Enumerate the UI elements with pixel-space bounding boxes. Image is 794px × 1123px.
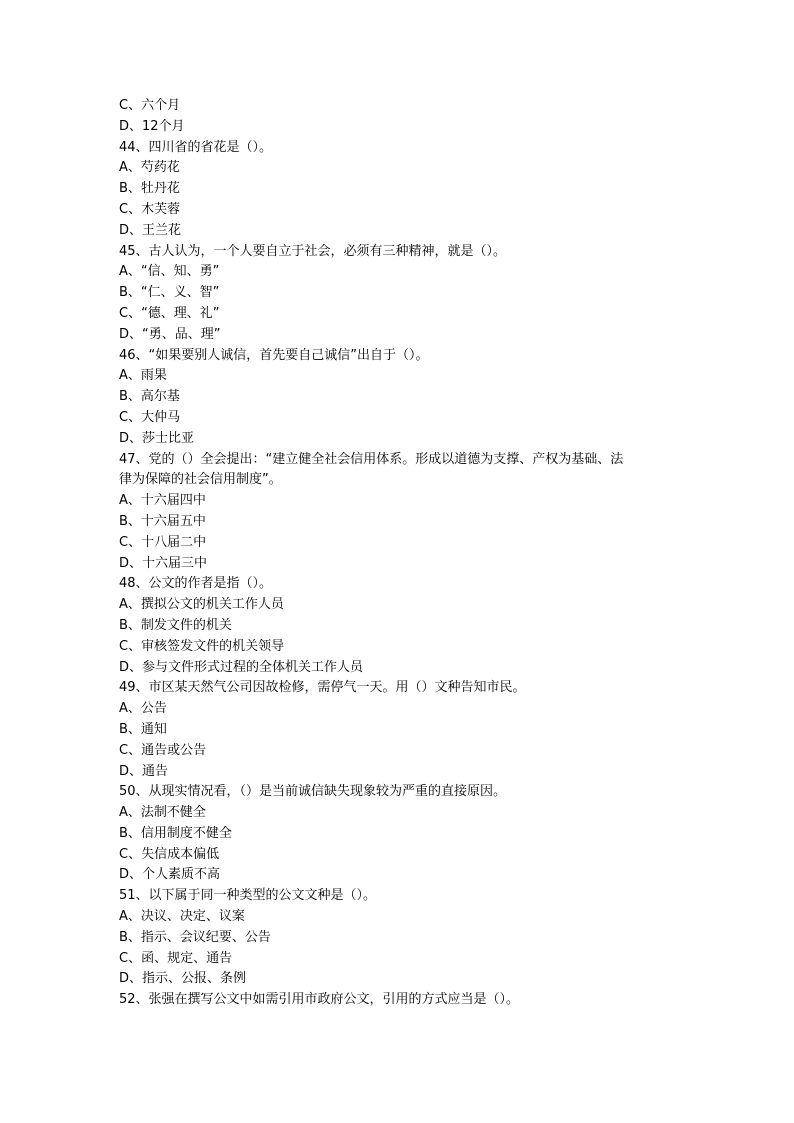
option-d-q51: D、指示、公报、条例 — [119, 971, 247, 987]
option-d-q50: D、个人素质不高 — [119, 867, 221, 883]
option-b-q50: B、信用制度不健全 — [119, 825, 232, 841]
option-a-q49: A、公告 — [119, 701, 167, 717]
option-c-q46: C、大仲马 — [119, 409, 181, 425]
question-46: 46、“如果要别人诚信，首先要自己诚信”出自于（）。 — [119, 347, 429, 363]
option-a-q50: A、法制不健全 — [119, 805, 206, 821]
option-d-q49: D、通告 — [119, 763, 169, 779]
question-51: 51、以下属于同一种类型的公文文种是（）。 — [119, 888, 377, 904]
option-b-q46: B、高尔基 — [119, 389, 180, 405]
option-d-q46: D、莎士比亚 — [119, 430, 195, 446]
option-b-q49: B、通知 — [119, 721, 167, 737]
option-a-q44: A、芍药花 — [119, 160, 180, 176]
question-44: 44、四川省的省花是（）。 — [119, 139, 273, 155]
option-b-q44: B、牡丹花 — [119, 181, 180, 197]
option-b-q45: B、“仁、义、智” — [119, 285, 220, 301]
option-a-q46: A、雨果 — [119, 368, 167, 384]
option-d-q47: D、十六届三中 — [119, 555, 208, 571]
question-49: 49、市区某天然气公司因故检修，需停气一天。用（）文种告知市民。 — [119, 680, 526, 696]
option-a-q47: A、十六届四中 — [119, 493, 206, 509]
option-a-q45: A、“信、知、勇” — [119, 264, 220, 280]
option-c-q43: C、六个月 — [119, 98, 181, 113]
question-48: 48、公文的作者是指（）。 — [119, 576, 273, 592]
question-47: 47、党的（）全会提出：“建立健全社会信用体系。形成以道德为支撑、产权为基础、法 — [119, 451, 624, 467]
option-c-q44: C、木芙蓉 — [119, 201, 181, 217]
option-c-q49: C、通告或公告 — [119, 742, 207, 758]
option-b-q47: B、十六届五中 — [119, 513, 206, 529]
option-d-q43: D、12个月 — [119, 118, 185, 134]
option-c-q50: C、失信成本偏低 — [119, 846, 220, 862]
option-c-q48: C、审核签发文件的机关领导 — [119, 638, 285, 654]
question-52: 52、张强在撰写公文中如需引用市政府公文，引用的方式应当是（）。 — [119, 992, 520, 1008]
option-d-q45: D、“勇、品、理” — [119, 326, 221, 342]
option-c-q51: C、函、规定、通告 — [119, 950, 233, 966]
option-a-q48: A、撰拟公文的机关工作人员 — [119, 597, 284, 613]
option-d-q44: D、王兰花 — [119, 222, 182, 238]
option-d-q48: D、参与文件形式过程的全体机关工作人员 — [119, 659, 364, 675]
question-47-continued: 律为保障的社会信用制度”。 — [119, 472, 282, 488]
option-c-q47: C、十八届二中 — [119, 534, 207, 550]
option-a-q51: A、决议、决定、议案 — [119, 909, 245, 925]
question-45: 45、古人认为，一个人要自立于社会，必须有三种精神，就是（）。 — [119, 243, 507, 259]
option-b-q51: B、指示、会议纪要、公告 — [119, 929, 271, 945]
question-50: 50、从现实情况看，（）是当前诚信缺失现象较为严重的直接原因。 — [119, 784, 507, 800]
option-b-q48: B、制发文件的机关 — [119, 617, 232, 633]
document-body — [119, 96, 679, 1011]
option-c-q45: C、“德、理、礼” — [119, 305, 220, 321]
